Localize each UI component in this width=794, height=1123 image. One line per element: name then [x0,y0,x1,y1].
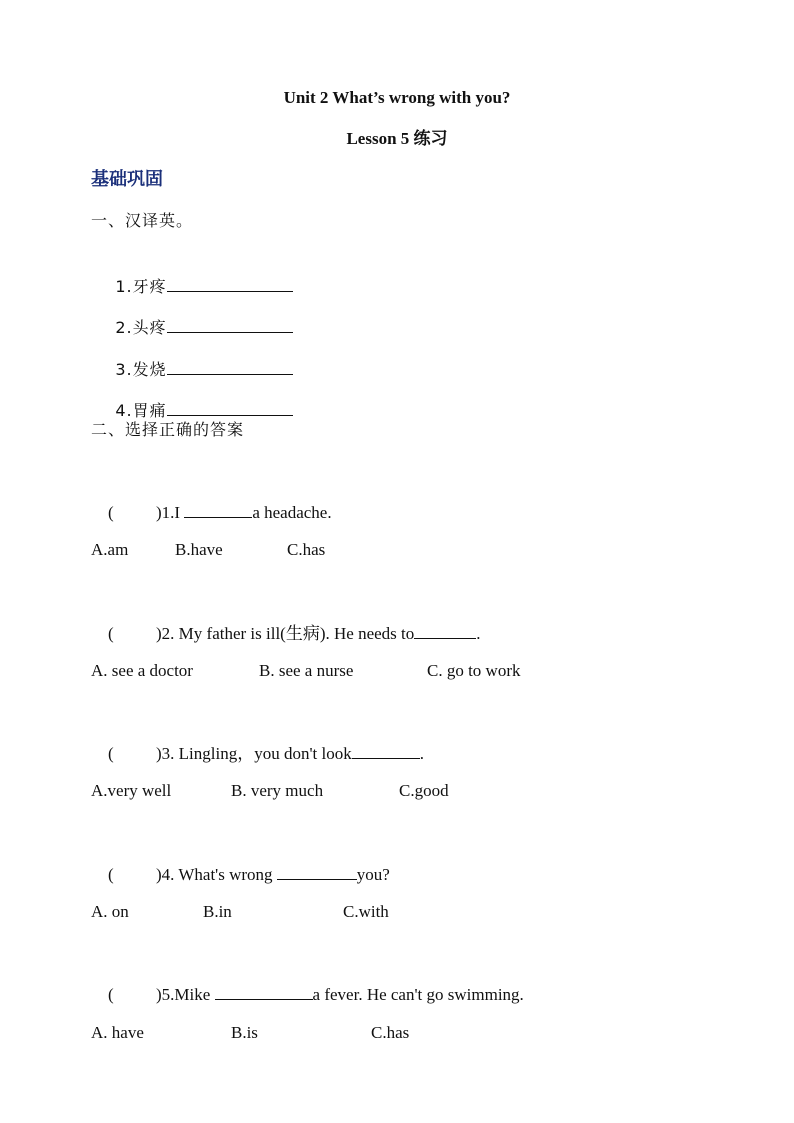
question-text-after: . [476,624,481,643]
answer-blank[interactable] [167,358,293,375]
question [91,479,332,546]
option-c[interactable]: C.good [399,781,449,800]
question-text-after: . [419,744,424,763]
part2-heading: 二、选择正确的答案 [91,420,245,439]
question-text: )3. Lingling，you don't look [156,744,352,763]
option-c[interactable]: C.with [343,902,389,921]
option-b[interactable]: B.have [175,540,223,559]
question-text: )1.I [156,503,185,522]
question-text-after: a headache. [252,503,332,522]
option-a[interactable]: A. see a doctor [91,661,193,680]
worksheet-title: Unit 2 What’s wrong with you? [283,88,511,107]
translate-item-label: 1.牙疼 [115,277,167,296]
option-b[interactable]: B. see a nurse [259,661,354,680]
translate-item-label: 4.胃痛 [115,401,167,420]
section-heading: 基础巩固 [91,169,163,189]
translate-item-label: 3.发烧 [115,360,167,379]
option-c[interactable]: C.has [287,540,326,559]
question-text: )2. My father is ill(生病). He needs to [156,624,415,643]
option-c[interactable]: C. go to work [427,661,521,680]
option-a[interactable]: A.very well [91,781,172,800]
answer-blank[interactable] [184,501,252,518]
question-text-after: a fever. He can't go swimming. [312,985,524,1004]
option-a[interactable]: A.am [91,540,129,559]
answer-blank[interactable] [167,275,293,292]
option-b[interactable]: B.is [231,1023,258,1042]
question-text-after: you? [356,865,390,884]
answer-blank[interactable] [167,399,293,416]
option-c[interactable]: C.has [371,1023,410,1042]
option-a[interactable]: A. on [91,902,129,921]
option-b[interactable]: B.in [203,902,232,921]
answer-paren[interactable]: ( [108,503,114,522]
answer-blank[interactable] [215,983,313,1000]
question [91,600,481,667]
question [91,841,390,908]
answer-paren[interactable]: ( [108,744,114,763]
answer-blank[interactable] [414,622,476,639]
answer-blank[interactable] [167,316,293,333]
answer-blank[interactable] [277,863,357,880]
question [91,961,524,1028]
answer-paren[interactable]: ( [108,985,114,1004]
question-text: )4. What's wrong [156,865,277,884]
question-text: )5.Mike [156,985,215,1004]
worksheet-subtitle: Lesson 5 练习 [346,129,448,148]
translate-item-label: 2.头疼 [115,318,167,337]
part1-heading: 一、汉译英。 [91,211,194,230]
option-a[interactable]: A. have [91,1023,144,1042]
option-b[interactable]: B. very much [231,781,324,800]
answer-blank[interactable] [352,742,420,759]
question [91,720,424,787]
answer-paren[interactable]: ( [108,624,114,643]
answer-paren[interactable]: ( [108,865,114,884]
